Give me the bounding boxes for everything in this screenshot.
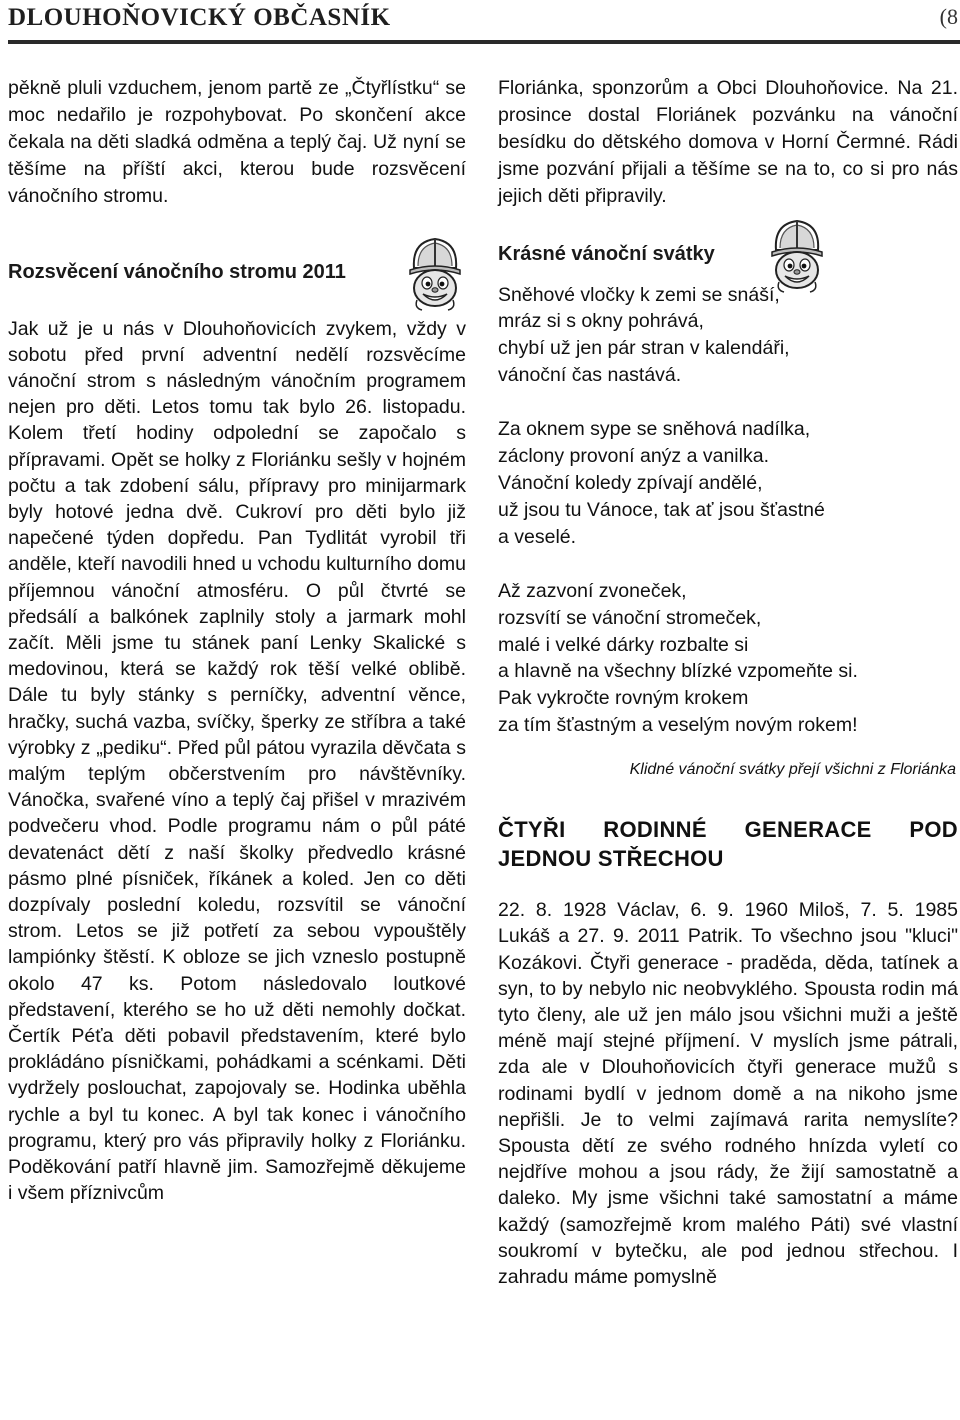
poem-line: záclony provoní anýz a vanilka. xyxy=(498,445,769,468)
poem-line: rozsvítí se vánoční stromeček, xyxy=(498,606,762,629)
poem-line: Sněhové vločky k zemi se snáší, xyxy=(498,283,780,306)
poem xyxy=(498,282,958,740)
poem-title: Krásné vánoční svátky xyxy=(498,243,715,266)
poem-line: a hlavně na všechny blízké vzpomeňte si. xyxy=(498,660,858,683)
masthead-rule xyxy=(8,40,960,44)
poem-line: vánoční čas nastává. xyxy=(498,364,682,387)
poem-signoff: Klidné vánoční svátky přejí všichni z Floriánka xyxy=(629,761,956,779)
newsletter-title: DLOUHOŇOVICKÝ OBČASNÍK xyxy=(8,4,391,31)
poem-line: Až zazvoní zvoneček, xyxy=(498,579,687,602)
page-number: (8 xyxy=(939,4,958,29)
poem-line: Pak vykročte rovným krokem xyxy=(498,687,749,710)
left-intro-paragraph: pěkně pluli vzduchem, jenom partě ze „Čtyřlístku“ se moc nedařilo je rozpohybovat. Po skončení akce čekala na děti sladká odměna a teplý čaj. Už nyní se těšíme na příští akci, kterou bude rozsvěcení vánočního stromu. xyxy=(8,77,466,207)
generations-article-title xyxy=(498,815,958,873)
firefighter-mascot-icon xyxy=(404,234,466,312)
poem-line: za tím šťastným a veselým novým rokem! xyxy=(498,714,858,737)
poem-stanza-3 xyxy=(498,578,958,739)
tree-article-body: Jak už je u nás v Dlouhoňovicích zvykem, vždy v sobotu před první adventní nedělí rozsvěcíme vánoční strom s následným vánočním programem nejen pro děti. Letos tomu tak bylo 26. listopadu. Kolem třetí hodiny odpolední se započalo s přípravami. Opět se holky z Floriánku sešly v hojném počtu a tak zdobení sálu, přípravy pro minijarmark byly hotové jedna dvě. Cukroví pro děti bylo již napečené týden dopředu. Pan Tydlitát vyrobil tři anděle, kteří navodili hned u vchodu kulturního domu příjemnou vánoční atmosféru. O půl čtvrté se předsálí a balkónek zaplnily stoly a jarmark mohl začít. Měli jsme tu stánek paní Lenky Skalické s medovinou, která se každý rok těší velké oblibě. Dále tu byly stánky s perníčky, adventní věnce, hračky, suchá vazba, svíčky, šperky ze stříbra a také výrobky z „pediku“. Před půl pátou vyrazila děvčata s malým teplým občerstvením pro návštěvníky. Vánočka, svařené víno a teplý čaj přišel v mrazivém podvečeru vhod. Podle programu nám o půl páté devatenáct dětí z naší školky předvedlo krásné pásmo plné písniček, říkánek a koled. Jen co děti dozpívaly poslední koledu, rozsvítil se vánoční strom. Letos se již potřetí za sebou vypouštěly lampiónky štěstí. K obloze se jich vzneslo postupně okolo 47 ks. Potom následovalo loutkové představení, kterého se ho už děti nemohly dočkat. Čertík Péťa děti pobavil představením, které bylo prokládáno písničkami, pohádkami a scénkami. Děti vydržely poslouchat, zapojovaly se. Hodinka uběhla rychle a byl tu konec. A byl tak konec i vánočního programu, který pro vás připravily holky z Floriánku. Poděkování patří hlavně jim. Samozřejmě děkujeme i všem příznivcům xyxy=(8,317,466,1205)
masthead xyxy=(0,0,960,44)
poem-line: chybí už jen pár stran v kalendáři, xyxy=(498,337,790,360)
poem-line: a veselé. xyxy=(498,525,577,548)
poem-line: už jsou tu Vánoce, tak ať jsou šťastné xyxy=(498,498,825,521)
poem-line: Za oknem sype se sněhová nadílka, xyxy=(498,418,811,441)
generations-article-body: 22. 8. 1928 Václav, 6. 9. 1960 Miloš, 7. 5. 1985 Lukáš a 27. 9. 2011 Patrik. To všechno jsou "kluci" Kozákovi. Čtyři generace - praděda, děda, tatínek a syn, to by nebylo nic neobvyklého. Spousta rodin má tyto členy, ale už jen málo jsou všichni muži a ještě méně mají stejné příjmení. V myslích jsme pátrali, zda ale v Dlouhoňovicích čtyři generace mužů s rodinami bydlí v jednom domě a na nikoho jsme nepřišli. Je to velmi zajímavá rarita nemyslíte? Spousta dětí ze svého rodného hnízda vyletí co nejdříve mohou a jsou rády, že žijí samostatně a daleko. My jsme všichni také samostatní a máme každý (samozřejmě krom malého Páti) své vlastní soukromí v bytečku, ale pod jednou střechou. I zahradu máme pomyslně xyxy=(498,899,958,1288)
right-column xyxy=(498,75,958,1290)
tree-article-header xyxy=(8,234,466,312)
poem-line: malé i velké dárky rozbalte si xyxy=(498,633,749,656)
poem-line: Vánoční koledy zpívají andělé, xyxy=(498,471,763,494)
poem-line: mráz si s okny pohrává, xyxy=(498,310,704,333)
left-column xyxy=(8,75,466,1206)
title-line: ČTYŘI RODINNÉ GENERACE POD xyxy=(498,817,958,843)
poem-stanza-1 xyxy=(498,282,958,390)
right-intro-paragraph: Floriánka, sponzorům a Obci Dlouhoňovice. Na 21. prosince dostal Floriánek pozvánku na vánoční besídku do dětského domova v Horní Čermné. Rádi jsme pozvání přijali a těšíme se na to, co si pro nás jejich děti připravily. xyxy=(498,77,958,207)
title-line: JEDNOU STŘECHOU xyxy=(498,846,724,872)
tree-article-title: Rozsvěcení vánočního stromu 2011 xyxy=(8,261,346,284)
poem-stanza-2 xyxy=(498,416,958,551)
